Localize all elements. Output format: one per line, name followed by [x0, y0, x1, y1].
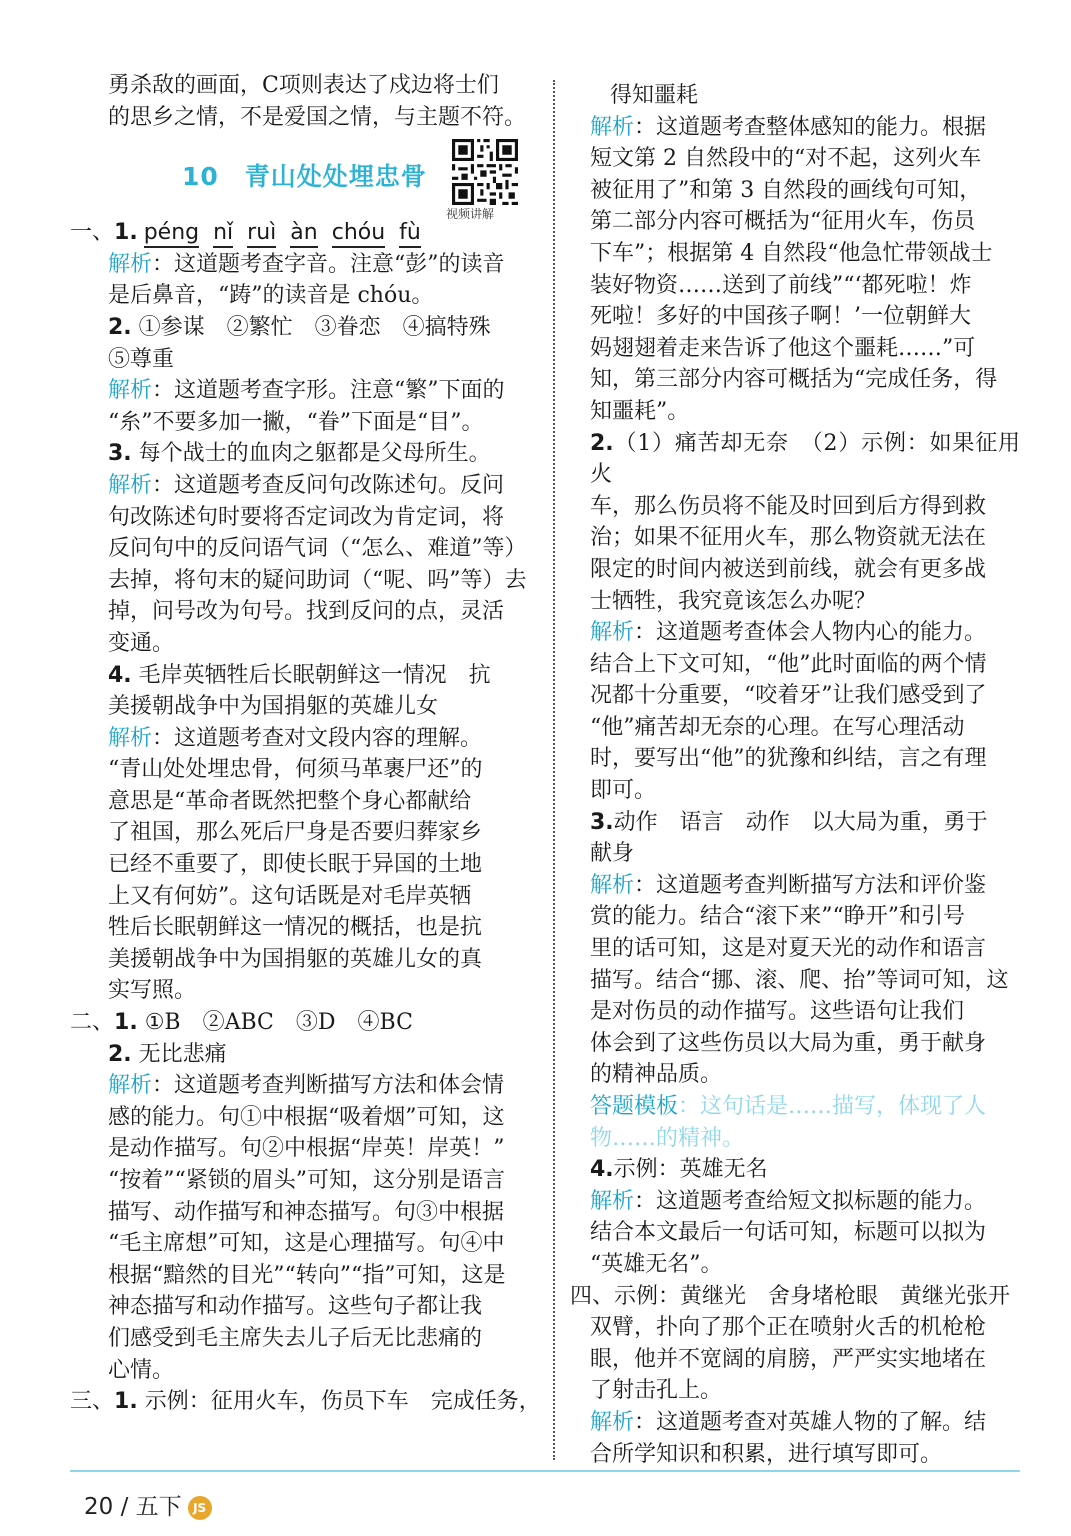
section-three — [70, 1386, 542, 1418]
answer-text: 示例：英雄无名 — [613, 1157, 768, 1183]
analysis-text: 去掉，将句末的疑问助词（“呢、吗”等）去 — [108, 567, 527, 593]
analysis-tag: 解析 — [590, 1188, 635, 1214]
analysis-text: 已经不重要了，即使长眠于异国的土地 — [108, 852, 483, 878]
answer-text: 眼，他并不宽阔的肩膀，严严实实地堵在 — [590, 1346, 987, 1372]
answer-text: 示例：黄继光 舍身堵枪眼 黄继光张开 — [614, 1283, 1011, 1309]
analysis-text: 是对伤员的动作描写。这些语句让我们 — [590, 999, 965, 1025]
analysis-text: 根据“黯然的目光”“转向”“指”可知，这是 — [108, 1262, 506, 1288]
question-number: 1. — [114, 220, 138, 246]
analysis — [590, 870, 1020, 902]
analysis-text: 结合上下文可知，“他”此时面临的两个情 — [590, 651, 987, 677]
pinyin-answer: nǐ — [213, 220, 233, 248]
lesson-header — [70, 139, 542, 222]
analysis — [590, 617, 1020, 649]
question-number: 3. — [590, 809, 614, 835]
section-marker: 二、 — [70, 1010, 115, 1036]
question-number: 4. — [590, 1157, 614, 1183]
answer-text: 车，那么伤员将不能及时回到后方得到救 — [590, 493, 987, 519]
edition-badge-icon: JS — [188, 1496, 212, 1520]
answer-template — [590, 1091, 1020, 1123]
pinyin-answer: àn — [290, 220, 317, 248]
analysis-text: 了祖国，那么死后尸身是否要归葬家乡 — [108, 820, 483, 846]
answer-text: 示例：征用火车，伤员下车 完成任务， — [144, 1389, 541, 1415]
page-number: 20 / 五下 — [84, 1494, 182, 1520]
answer-text: 无比悲痛 — [138, 1041, 227, 1067]
answer-text: 了射击孔上。 — [590, 1378, 723, 1404]
section-two — [70, 1007, 542, 1386]
analysis-tag: 解析 — [108, 1073, 153, 1099]
analysis-text: 句改陈述句时要将否定词改为肯定词，将 — [108, 504, 505, 530]
continued-text: 的思乡之情，不是爱国之情，与主题不符。 — [108, 104, 527, 130]
analysis — [70, 375, 542, 407]
analysis-text: ：这道题考查反问句改陈述句。反问 — [152, 472, 505, 498]
question-number: 2. — [108, 314, 132, 340]
analysis-text: ：这道题考查判断描写方法和评价鉴 — [634, 872, 987, 898]
answer-text: ①B ②ABC ③D ④BC — [144, 1010, 413, 1036]
left-column — [70, 70, 542, 1418]
analysis-tag: 解析 — [590, 620, 635, 646]
footer-divider — [70, 1470, 1020, 1472]
page-footer — [84, 1488, 212, 1521]
analysis-text: 被征用了”和第 3 自然段的画线句可知， — [590, 177, 982, 203]
answer-text: 献身 — [590, 841, 635, 867]
analysis-text: 牲后长眠朝鲜这一情况的概括，也是抗 — [108, 915, 483, 941]
answer-text: （1）痛苦却无奈 （2）示例：如果征用火 — [590, 430, 1020, 488]
analysis-text: “毛主席想”可知，这是心理描写。句④中 — [108, 1231, 505, 1257]
column-divider — [553, 80, 555, 1460]
analysis-text: 变通。 — [108, 630, 175, 656]
analysis-tag: 解析 — [590, 114, 635, 140]
lesson-number: 10 — [182, 162, 219, 192]
section-four — [570, 1281, 1020, 1471]
answer-text: 美援朝战争中为国捐躯的英雄儿女 — [108, 694, 439, 720]
template-tag: 答题模板 — [590, 1094, 679, 1119]
analysis-text: 死啦！多好的中国孩子啊！’一位朝鲜大 — [590, 304, 971, 330]
section-marker: 三、 — [70, 1389, 115, 1415]
pinyin-answer: chóu — [332, 220, 385, 248]
question-number: 1. — [114, 1010, 138, 1036]
analysis-text: “青山处处埋忠骨，何须马革裹尸还”的 — [108, 757, 483, 783]
qr-code-label: 视频讲解 — [446, 207, 495, 222]
analysis-text: 描写、动作描写和神态描写。句③中根据 — [108, 1199, 505, 1225]
question-number: 2. — [590, 430, 614, 456]
q4-answer — [70, 660, 542, 692]
analysis-text: 掉，问号改为句号。找到反问的点，灵活 — [108, 599, 505, 625]
analysis-text: “按着”“紧锁的眉头”可知，这分别是语言 — [108, 1168, 505, 1193]
template-text: ：这句话是……描写，体现了人 — [678, 1094, 987, 1119]
pinyin-answer: ruì — [247, 220, 276, 248]
analysis — [590, 1186, 1020, 1218]
analysis-tag: 解析 — [590, 872, 635, 898]
answer-text: ①参谋 ②繁忙 ③眷恋 ④搞特殊 — [138, 314, 491, 340]
analysis-text: 赏的能力。结合“滚下来”“睁开”和引号 — [590, 904, 965, 930]
qr-code-icon[interactable] — [452, 139, 518, 205]
analysis-text: 上又有何妨”。这句话既是对毛岸英牺 — [108, 883, 472, 909]
analysis-text: 实写照。 — [108, 978, 197, 1004]
analysis — [590, 112, 1020, 144]
answer-text: ⑤尊重 — [108, 346, 175, 372]
q2-answer — [70, 312, 542, 344]
q21-answer — [70, 1007, 542, 1039]
answer-text: 限定的时间内被送到前线，就会有更多战 — [590, 556, 987, 582]
answer-text: 治；如果不征用火车，那么物资就无法在 — [590, 525, 987, 551]
q22-answer — [70, 1039, 542, 1071]
answer-text: 动作 语言 动作 以大局为重，勇于 — [613, 809, 988, 835]
analysis-text: 结合本文最后一句话可知，标题可以拟为 — [590, 1220, 987, 1246]
analysis-text: 即可。 — [590, 778, 657, 804]
analysis — [70, 723, 542, 755]
analysis-text: 神态描写和动作描写。这些句子都让我 — [108, 1294, 483, 1320]
pinyin-answer: péng — [144, 220, 199, 248]
analysis-tag: 解析 — [108, 725, 153, 751]
q34-answer — [590, 1154, 1020, 1186]
analysis-text: “糸”不要多加一撇，“眷”下面是“目”。 — [108, 409, 484, 435]
lesson-title-text: 青山处处埋忠骨 — [244, 162, 427, 192]
question-number: 2. — [108, 1041, 132, 1067]
q3-answer — [70, 438, 542, 470]
analysis-text: ：这道题考查整体感知的能力。根据 — [634, 114, 987, 140]
question-number: 1. — [114, 1389, 138, 1415]
analysis-text: ：这道题考查字音。注意“彭”的读音 — [152, 251, 505, 277]
q32-answer — [590, 428, 1020, 491]
answer-text: 每个战士的血肉之躯都是父母所生。 — [138, 441, 491, 467]
answer-text: 士牺牲，我究竟该怎么办呢？ — [590, 588, 877, 614]
answer-text: 毛岸英牺牲后长眠朝鲜这一情况 抗 — [138, 662, 491, 688]
analysis — [70, 470, 542, 502]
analysis-text: 美援朝战争中为国捐躯的英雄儿女的真 — [108, 946, 483, 972]
analysis-text: 短文第 2 自然段中的“对不起，这列火车 — [590, 146, 982, 172]
analysis — [70, 1070, 542, 1102]
template-text: 物……的精神。 — [590, 1125, 745, 1151]
analysis-text: 知，第三部分内容可概括为“完成任务，得 — [590, 367, 998, 393]
q1-answer — [70, 217, 542, 249]
continued-text: 勇杀敌的画面，C项则表达了戍边将士们 — [108, 73, 499, 98]
analysis-tag: 解析 — [108, 472, 153, 498]
question-number: 3. — [108, 441, 132, 467]
analysis-text: 感的能力。句①中根据“吸着烟”可知，这 — [108, 1104, 505, 1130]
analysis-text: 下车”；根据第 4 自然段“他急忙带领战士 — [590, 240, 993, 266]
analysis-tag: 解析 — [108, 251, 153, 277]
q33-answer — [590, 807, 1020, 839]
analysis-text: 第二部分内容可概括为“征用火车，伤员 — [590, 209, 976, 235]
analysis-text: ：这道题考查判断描写方法和体会情 — [152, 1073, 505, 1099]
analysis-text: ：这道题考查给短文拟标题的能力。 — [634, 1188, 987, 1214]
lesson-title — [182, 161, 427, 193]
analysis-text: ：这道题考查字形。注意“繁”下面的 — [152, 378, 505, 404]
q4-answer — [570, 1281, 1020, 1313]
analysis-text: ：这道题考查对文段内容的理解。 — [152, 725, 483, 751]
analysis-tag: 解析 — [108, 378, 153, 404]
continued-text: 得知噩耗 — [610, 83, 699, 108]
analysis-text: 是后鼻音，“踌”的读音是 chóu。 — [108, 283, 434, 309]
analysis-text: 心情。 — [108, 1357, 175, 1383]
section-one — [70, 217, 542, 1007]
analysis-text: 妈翅翅着走来告诉了他这个噩耗……”可 — [590, 335, 976, 361]
analysis-text: 反问句中的反问语气词（“怎么、难道”等） — [108, 536, 527, 562]
question-number: 4. — [108, 662, 132, 688]
analysis — [570, 1407, 1020, 1439]
analysis — [70, 249, 542, 281]
q31-answer — [70, 1386, 542, 1418]
analysis-text: “英雄无名”。 — [590, 1251, 723, 1277]
analysis-tag: 解析 — [590, 1409, 635, 1435]
analysis-text: 时，要写出“他”的犹豫和纠结，言之有理 — [590, 746, 987, 772]
analysis-text: 是动作描写。句②中根据“岸英！岸英！” — [108, 1136, 505, 1162]
analysis-text: “他”痛苦却无奈的心理。在写心理活动 — [590, 714, 965, 740]
right-column — [570, 80, 1020, 1470]
analysis-text: 合所学知识和积累，进行填写即可。 — [590, 1441, 943, 1467]
analysis-text: 体会到了这些伤员以大局为重，勇于献身 — [590, 1030, 987, 1056]
analysis-text: ：这道题考查对英雄人物的了解。结 — [634, 1409, 987, 1435]
analysis-text: 的精神品质。 — [590, 1062, 723, 1088]
analysis-text: 们感受到毛主席失去儿子后无比悲痛的 — [108, 1325, 483, 1351]
section-marker: 四、 — [570, 1283, 615, 1309]
analysis-text: 里的话可知，这是对夏天光的动作和语言 — [590, 936, 987, 962]
answer-text: 双臂，扑向了那个正在喷射火舌的机枪枪 — [590, 1315, 987, 1341]
analysis-text: 知噩耗”。 — [590, 398, 690, 424]
analysis-text: ：这道题考查体会人物内心的能力。 — [634, 620, 987, 646]
analysis-text: 装好物资……送到了前线”“‘都死啦！炸 — [590, 272, 972, 298]
analysis-text: 描写。结合“挪、滚、爬、抬”等词可知，这 — [590, 967, 1009, 993]
analysis-text: 况都十分重要，“咬着牙”让我们感受到了 — [590, 683, 987, 709]
pinyin-answer: fù — [399, 220, 421, 248]
section-marker: 一、 — [70, 220, 115, 246]
analysis-text: 意思是“革命者既然把整个身心都献给 — [108, 788, 472, 814]
